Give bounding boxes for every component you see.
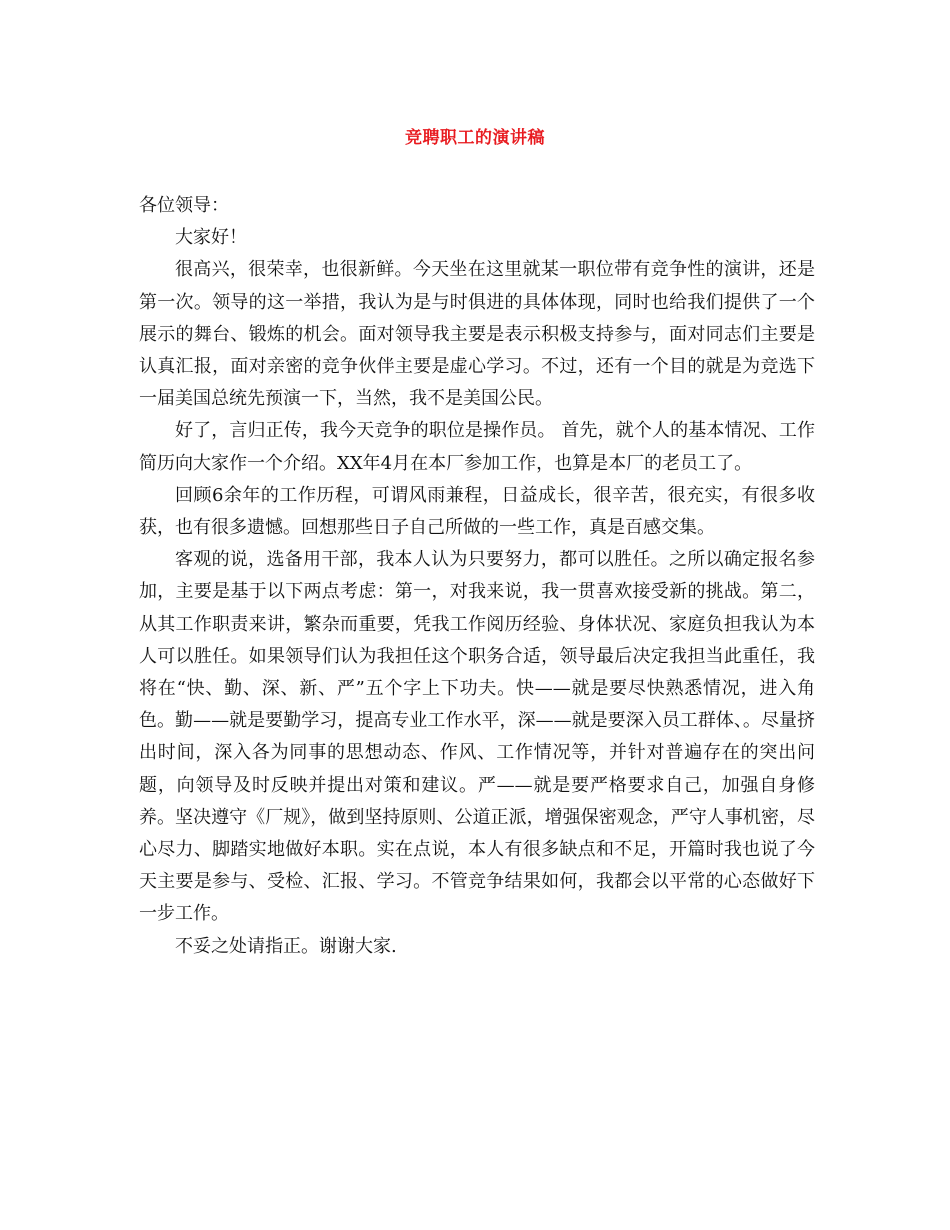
salutation: 各位领导： [139,195,229,216]
paragraph-review: 回顾6余年的工作历程，可谓风雨兼程，日益成长，很辛苦，很充实，有很多收获，也有很多遗憾。回想那些日子自己所做的一些工作，真是百感交集。 [139,484,815,539]
paragraph-intro: 很高兴，很荣幸，也很新鲜。今天坐在这里就某一职位带有竞争性的演讲，还是第一次。领导的这一举措，我认为是与时俱进的具体体现，同时也给我们提供了一个展示的舞台、锻炼的机会。面对领导我主要是表示积极支持参与，面对同志们主要是认真汇报，面对亲密的竞争伙伴主要是虚心学习。不过，还有一个目的就是为竞选下一届美国总统先预演一下，当然，我不是美国公民。 [139,259,815,410]
paragraph-closing: 不妥之处请指正。谢谢大家. [175,935,397,957]
document-title: 竞聘职工的演讲稿 [405,128,545,148]
paragraph-greeting: 大家好！ [175,227,247,249]
paragraph-position: 好了，言归正传，我今天竞争的职位是操作员。 首先，就个人的基本情况、工作简历向大家作一个介绍。XX年4月在本厂参加工作，也算是本厂的老员工了。 [139,420,815,474]
paragraph-plan: 客观的说，选备用干部，我本人认为只要努力，都可以胜任。之所以确定报名参加，主要是基于以下两点考虑：第一，对我来说，我一贯喜欢接受新的挑战。第二，从其工作职责来讲，繁杂而重要，凭我工作阅历经验、身体状况、家庭负担我认为本人可以胜任。如果领导们认为我担任这个职务合适，领导最后决定我担当此重任，我将在“快、勤、深、新、严”五个字上下功夫。快——就是要尽快熟悉情况，进入角色。勤——就是要勤学习，提高专业工作水平，深——就是要深入员工群体、。尽量挤出时间，深入各为同事的思想动态、作风、工作情况等，并针对普遍存在的突出问题，向领导及时反映并提出对策和建议。严——就是要严格要求自己，加强自身修养。坚决遵守《厂规》，做到坚持原则、公道正派，增强保密观念，严守人事机密，尽心尽力、脚踏实地做好本职。实在点说，本人有很多缺点和不足，开篇时我也说了今天主要是参与、受检、汇报、学习。不管竞争结果如何，我都会以平常的心态做好下一步工作。 [139,549,815,925]
document-body [139,190,815,963]
